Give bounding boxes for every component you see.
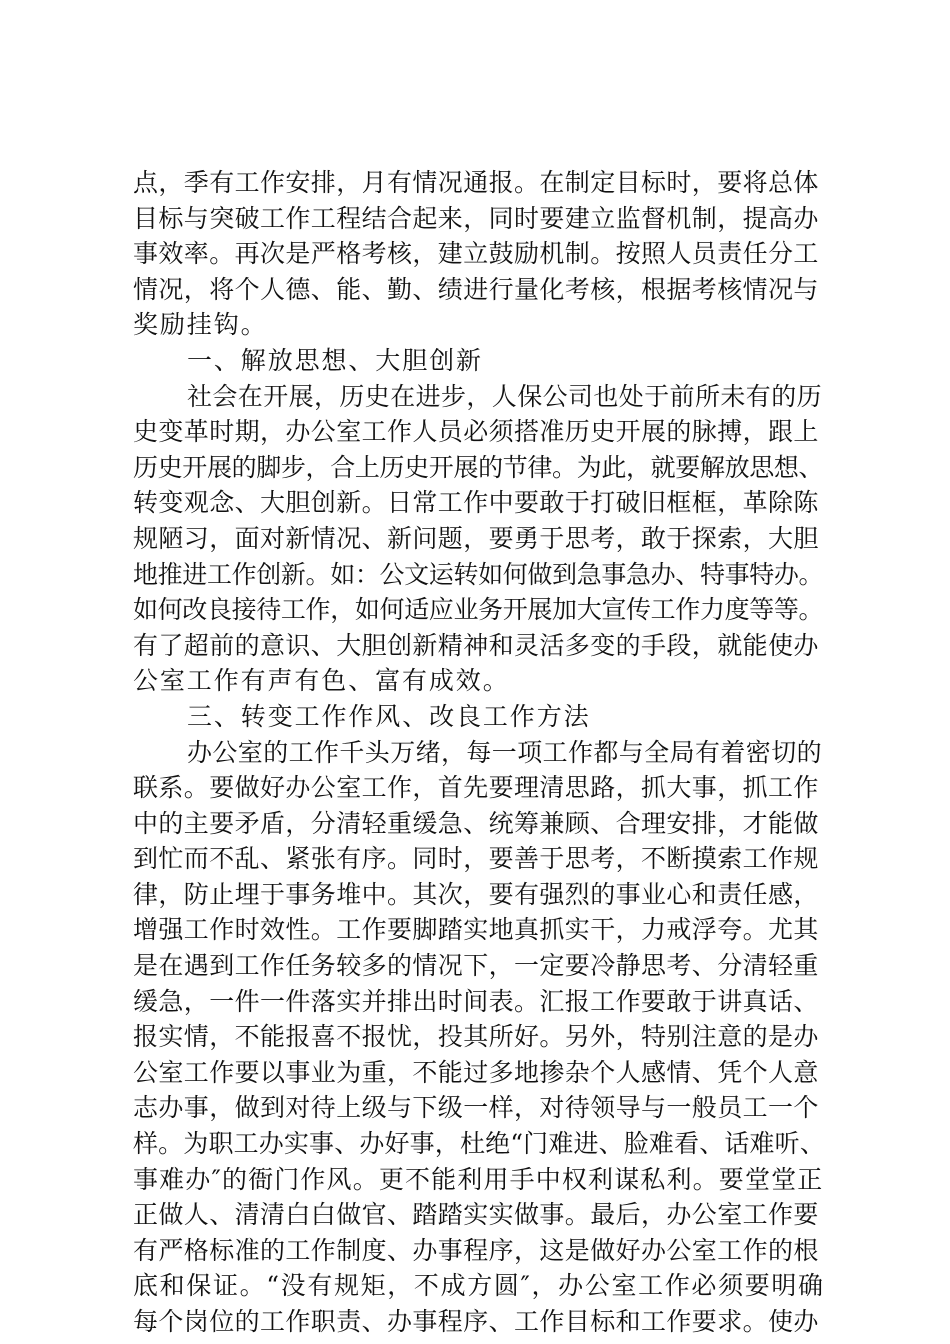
body-line: 增强工作时效性。工作要脚踏实地真抓实干，力戒浮夸。尤其 xyxy=(133,915,819,945)
paragraph-first-line: 办公室的工作千头万绪，每一项工作都与全局有着密切的 xyxy=(187,737,823,767)
body-line: 目标与突破工作工程结合起来，同时要建立监督机制，提高办 xyxy=(133,203,819,233)
body-line: 事难办″的衙门作风。更不能利用手中权利谋私利。要堂堂正 xyxy=(133,1164,824,1194)
body-line: 转变观念、大胆创新。日常工作中要敢于打破旧框框，革除陈 xyxy=(133,488,819,518)
body-line: 律，防止埋于事务堆中。其次，要有强烈的事业心和责任感， xyxy=(133,879,819,909)
body-line: 缓急，一件一件落实并排出时间表。汇报工作要敢于讲真话、 xyxy=(133,986,819,1016)
body-line: 史变革时期，办公室工作人员必须搭准历史开展的脉搏，跟上 xyxy=(133,417,819,447)
body-line: 点，季有工作安排，月有情况通报。在制定目标时，要将总体 xyxy=(133,168,819,197)
body-line: 到忙而不乱、紧张有序。同时，要善于思考，不断摸索工作规 xyxy=(133,844,819,874)
body-line: 奖励挂钩。 xyxy=(133,310,268,340)
body-line: 如何改良接待工作，如何适应业务开展加大宣传工作力度等等。 xyxy=(133,595,824,625)
section-heading: 一、解放思想、大胆创新 xyxy=(187,345,483,375)
document-body xyxy=(133,165,823,1340)
body-line: 报实情，不能报喜不报忧，投其所好。另外，特别注意的是办 xyxy=(133,1022,819,1052)
body-line: 有严格标准的工作制度、办事程序，这是做好办公室工作的根 xyxy=(133,1235,819,1265)
body-line: 是在遇到工作任务较多的情况下，一定要冷静思考、分清轻重 xyxy=(133,951,819,981)
body-line: 情况，将个人德、能、勤、绩进行量化考核，根据考核情况与 xyxy=(133,274,819,304)
body-line: 公室工作有声有色、富有成效。 xyxy=(133,666,510,696)
body-line: 每个岗位的工作职责、办事程序、工作目标和工作要求。使办 xyxy=(133,1307,819,1336)
body-line: 样。为职工办实事、办好事，杜绝“门难进、脸难看、话难听、 xyxy=(133,1129,825,1159)
body-line: 历史开展的脚步，合上历史开展的节律。为此，就要解放思想、 xyxy=(133,452,824,482)
body-line: 正做人、清清白白做官、踏踏实实做事。最后，办公室工作要 xyxy=(133,1200,819,1230)
body-line: 联系。要做好办公室工作，首先要理清思路，抓大事，抓工作 xyxy=(133,773,819,803)
body-line: 公室工作要以事业为重，不能过多地掺杂个人感情、凭个人意 xyxy=(133,1057,819,1087)
body-line: 事效率。再次是严格考核，建立鼓励机制。按照人员责任分工 xyxy=(133,239,819,269)
paragraph-first-line: 社会在开展，历史在进步，人保公司也处于前所未有的历 xyxy=(187,381,823,411)
body-line: 中的主要矛盾，分清轻重缓急、统筹兼顾、合理安排，才能做 xyxy=(133,808,819,838)
section-heading: 三、转变工作作风、改良工作方法 xyxy=(187,701,591,731)
body-line: 底和保证。“没有规矩，不成方圆″，办公室工作必须要明确 xyxy=(133,1271,825,1301)
body-line: 有了超前的意识、大胆创新精神和灵活多变的手段，就能使办 xyxy=(133,630,819,660)
body-line: 志办事，做到对待上级与下级一样，对待领导与一般员工一个 xyxy=(133,1093,819,1123)
body-line: 规陋习，面对新情况、新问题，要勇于思考，敢于探索，大胆 xyxy=(133,523,819,553)
body-line: 地推进工作创新。如：公文运转如何做到急事急办、特事特办。 xyxy=(133,559,824,589)
